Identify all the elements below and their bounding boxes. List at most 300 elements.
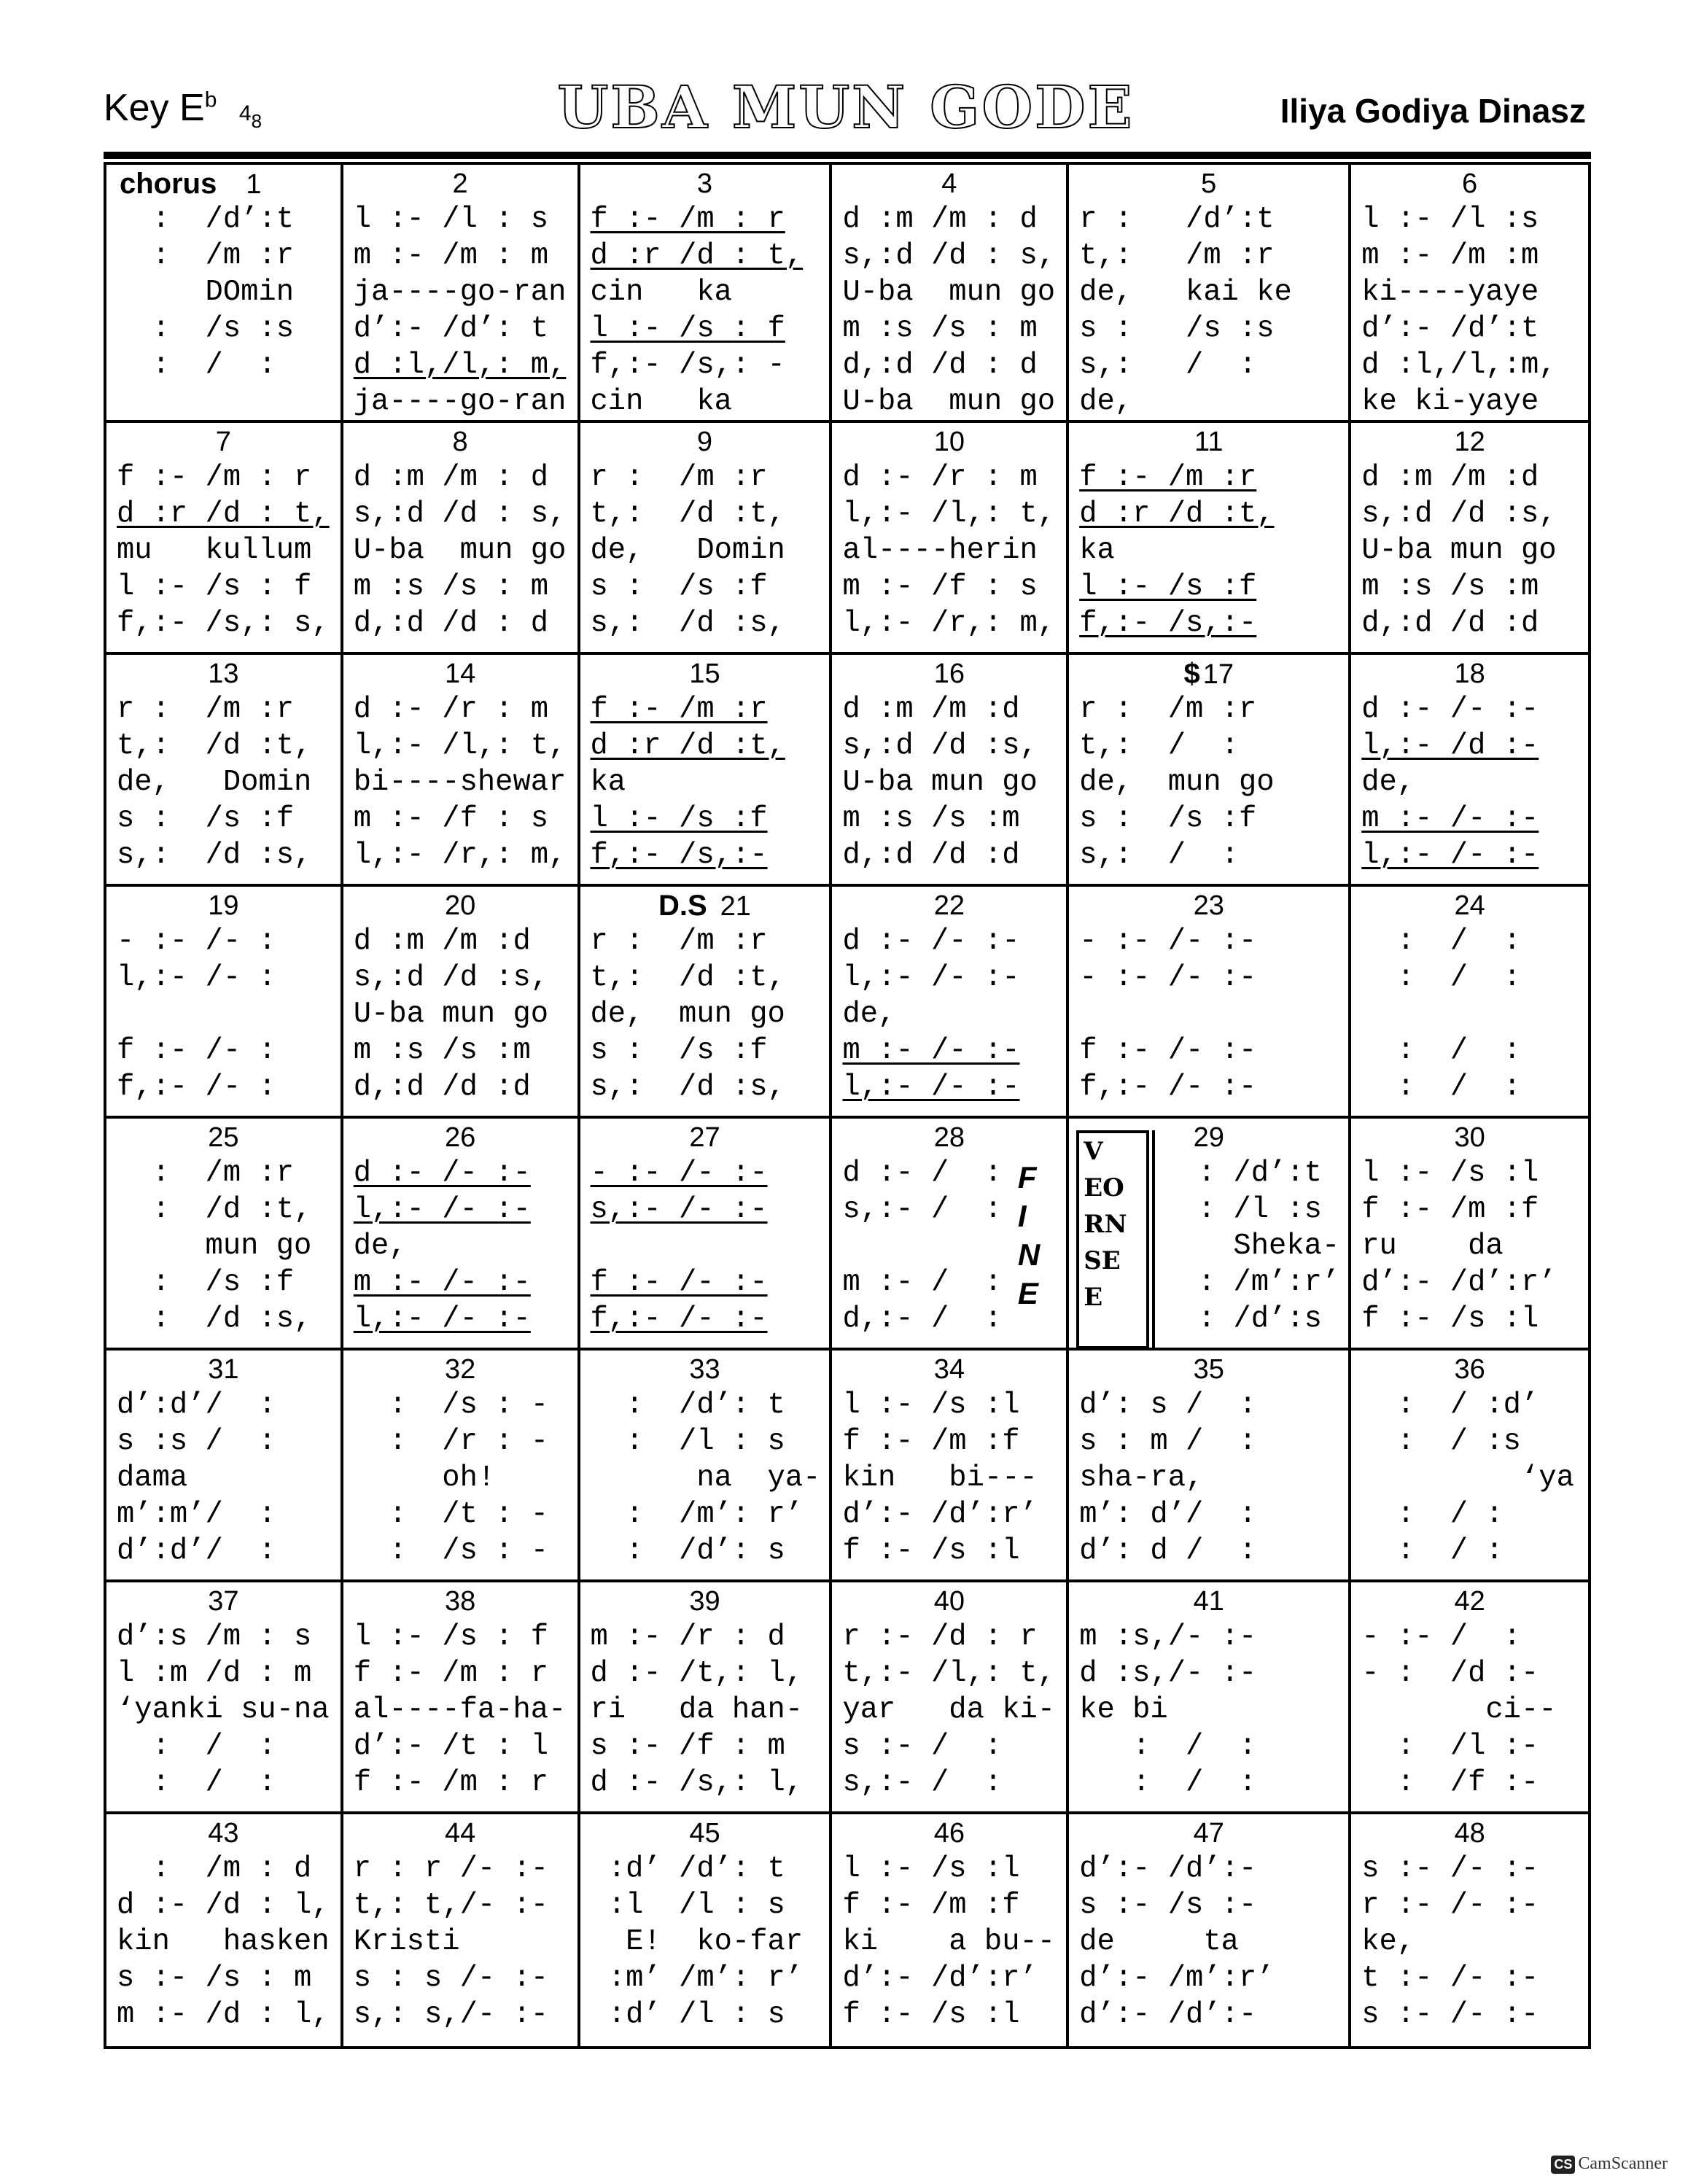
notation-line: l,:- /- :- bbox=[842, 961, 1020, 995]
measure-number-value: 25 bbox=[208, 1122, 239, 1153]
lyric-line: de ta bbox=[1079, 1925, 1239, 1959]
notation-line: :d’ /l : s bbox=[590, 1998, 785, 2032]
measure-lines bbox=[106, 456, 341, 642]
measure-number-value: 44 bbox=[444, 1818, 476, 1849]
measure-number-value: 22 bbox=[933, 890, 965, 921]
measure-number bbox=[580, 1582, 830, 1616]
measure-cell bbox=[1351, 1119, 1588, 1351]
notation-line: l :- /s : f bbox=[117, 570, 312, 604]
verse-marker-line: SE bbox=[1084, 1246, 1121, 1275]
notation-line: d :l,/l,:m, bbox=[1361, 349, 1557, 382]
notation-line: d’:- /d’:- bbox=[1079, 1998, 1257, 2032]
measure-number bbox=[106, 1351, 341, 1384]
measure-number bbox=[832, 1582, 1066, 1616]
notation-line: l,:- /l,: t, bbox=[353, 729, 567, 763]
notation-line: d’:- /d’:r’ bbox=[842, 1498, 1038, 1531]
measure-lines bbox=[1351, 1848, 1588, 2033]
lyric-line: U-ba mun go bbox=[842, 276, 1056, 309]
measure-cell bbox=[343, 1351, 580, 1582]
lyric-line: E! ko-far bbox=[590, 1925, 804, 1959]
notation-line: d :r /d : t, bbox=[117, 497, 330, 531]
notation-line: : / :s bbox=[1361, 1425, 1521, 1458]
notation-line: d :m /m :d bbox=[1361, 461, 1539, 494]
measure-lines bbox=[580, 1848, 830, 2033]
measure-number-value: 16 bbox=[933, 658, 965, 689]
measure-cell bbox=[1351, 423, 1588, 655]
notation-line: f :- /m :f bbox=[1361, 1193, 1539, 1227]
lyric-line: kin bi--- bbox=[842, 1461, 1038, 1495]
measure-number-value: 33 bbox=[689, 1354, 720, 1385]
section-marker: chorus bbox=[120, 168, 217, 200]
verse-marker-line: RN bbox=[1084, 1210, 1127, 1239]
header-rule bbox=[104, 152, 1591, 159]
lyric-line: Kristi bbox=[353, 1925, 460, 1959]
measure-number bbox=[832, 165, 1066, 198]
composer-name: Iliya Godiya Dinasz bbox=[1280, 92, 1586, 130]
notation-line: s,: / : bbox=[1079, 839, 1239, 872]
lyric-line: U-ba mun go bbox=[353, 534, 567, 567]
measure-number-value: 13 bbox=[208, 658, 239, 689]
measure-lines bbox=[343, 920, 577, 1105]
notation-line: l :- /s :f bbox=[1079, 570, 1257, 604]
notation-line: s : m / : bbox=[1079, 1425, 1257, 1458]
measure-number-value: 26 bbox=[444, 1122, 476, 1153]
notation-line: d :- /s,: l, bbox=[590, 1766, 804, 1800]
measure-number-value: 42 bbox=[1454, 1586, 1485, 1617]
camscanner-logo-icon: CS bbox=[1551, 2156, 1575, 2174]
notation-line: : / : bbox=[1079, 1766, 1257, 1800]
verse-marker-line: EO bbox=[1084, 1173, 1124, 1202]
measure-number-value: 30 bbox=[1454, 1122, 1485, 1153]
lyric-line: de, bbox=[1361, 766, 1415, 799]
notation-line: s,: / : bbox=[1079, 349, 1257, 382]
notation-line: : /d’:t bbox=[117, 203, 295, 236]
lyric-line: ka bbox=[590, 766, 626, 799]
measure-cell bbox=[580, 1119, 833, 1351]
measure-cell bbox=[580, 655, 833, 887]
notation-line: f :- /m :r bbox=[590, 693, 768, 726]
measure-lines bbox=[580, 1616, 830, 1801]
notation-line: d :r /d :t, bbox=[590, 729, 785, 763]
notation-line: d :m /m :d bbox=[353, 925, 531, 958]
measure-lines bbox=[1351, 456, 1588, 642]
notation-line: d’:- /d’:r’ bbox=[842, 1962, 1038, 1995]
notation-line: l :- /s :l bbox=[1361, 1157, 1539, 1190]
measure-cell bbox=[580, 887, 833, 1119]
notation-line: r : r /- :- bbox=[353, 1852, 549, 1886]
notation-line: r : /m :r bbox=[1079, 693, 1257, 726]
measure-number-value: 19 bbox=[208, 890, 239, 921]
notation-line: : /s :s bbox=[117, 312, 295, 346]
notation-line: f :- /m : r bbox=[353, 1766, 549, 1800]
lyric-line: U-ba mun go bbox=[842, 766, 1038, 799]
measure-lines bbox=[343, 1152, 577, 1337]
notation-line: : /d’: t bbox=[590, 1388, 785, 1422]
measure-number-value: 11 bbox=[1194, 427, 1224, 457]
notation-line: : /t : - bbox=[353, 1498, 549, 1531]
measure-lines bbox=[580, 456, 830, 642]
measure-lines bbox=[580, 688, 830, 874]
lyric-line: de, bbox=[353, 1229, 407, 1263]
measure-cell bbox=[343, 1814, 580, 2046]
lyric-line: mun go bbox=[117, 1229, 312, 1263]
measure-number bbox=[580, 655, 830, 688]
measure-lines bbox=[832, 1384, 1066, 1569]
notation-line: s,:- / : bbox=[842, 1766, 1003, 1800]
notation-line: - :- /- :- bbox=[1079, 925, 1257, 958]
notation-line: s :- /s :- bbox=[1079, 1889, 1257, 1922]
notation-line: m :s /s : m bbox=[353, 570, 549, 604]
section-marker: $ bbox=[1183, 658, 1200, 690]
lyric-line: ru da bbox=[1361, 1229, 1504, 1263]
measure-lines bbox=[1069, 688, 1348, 874]
measure-lines bbox=[832, 1848, 1066, 2033]
notation-line: d’:- /d’:r’ bbox=[1361, 1266, 1557, 1299]
lyric-line: ‘yanki su-na bbox=[117, 1693, 330, 1727]
measure-number-value: 18 bbox=[1454, 658, 1485, 689]
notation-line: : /s : - bbox=[353, 1534, 549, 1568]
notation-line: s :- / : bbox=[842, 1730, 1003, 1763]
notation-line: l :- /l :s bbox=[1361, 203, 1539, 236]
notation-line: f :- /m : r bbox=[353, 1657, 549, 1690]
notation-line: l,:- /l,: t, bbox=[842, 497, 1056, 531]
measure-number-value: 6 bbox=[1462, 168, 1478, 199]
notation-line: s,:d /d :s, bbox=[1361, 497, 1557, 531]
notation-line: l,:- /- : bbox=[117, 961, 276, 995]
notation-line: : / : bbox=[117, 1730, 276, 1763]
measure-cell bbox=[1351, 1351, 1588, 1582]
song-title: UBA MUN GODE bbox=[557, 73, 1135, 141]
measure-number bbox=[1069, 655, 1348, 688]
notation-line: f :- /s :l bbox=[842, 1998, 1020, 2032]
measure-number bbox=[1351, 165, 1588, 198]
section-marker: D.S bbox=[658, 890, 707, 922]
measure-cell bbox=[832, 165, 1069, 423]
measure-number bbox=[580, 1814, 830, 1848]
notation-line: f :- /m :f bbox=[842, 1889, 1020, 1922]
measure-lines bbox=[1351, 920, 1588, 1105]
notation-line: m :- /r : d bbox=[590, 1620, 785, 1654]
notation-line: d,:d /d : d bbox=[842, 349, 1038, 382]
notation-line: f,:- /s,: - bbox=[590, 349, 785, 382]
notation-line: l,:- /r,: m, bbox=[353, 839, 567, 872]
notation-line: m :s /s :m bbox=[353, 1034, 531, 1068]
measure-number bbox=[343, 1351, 577, 1384]
lyric-line: de, bbox=[842, 998, 896, 1031]
notation-line: : /s : - bbox=[353, 1388, 549, 1422]
measure-cell bbox=[1351, 165, 1588, 423]
notation-line: l :- /s :f bbox=[590, 802, 768, 836]
measure-lines bbox=[1351, 1384, 1588, 1569]
lyric-line: ‘ya bbox=[1361, 1461, 1574, 1495]
notation-line: : /m’: r’ bbox=[590, 1498, 804, 1531]
measure-lines bbox=[106, 1152, 341, 1337]
notation-line: m’: d’/ : bbox=[1079, 1498, 1257, 1531]
measure-lines bbox=[343, 198, 577, 420]
notation-line: d,:d /d : d bbox=[353, 607, 549, 640]
notation-line: l,:- /d :- bbox=[1361, 729, 1539, 763]
measure-number-value: 4 bbox=[941, 168, 957, 199]
notation-line: f,:- /- :- bbox=[1079, 1070, 1257, 1104]
measure-cell bbox=[343, 655, 580, 887]
notation-line: l :- /l : s bbox=[353, 203, 549, 236]
notation-line: l,:- /- :- bbox=[842, 1070, 1020, 1104]
measure-number-value: 21 bbox=[720, 891, 751, 922]
measure-cell bbox=[106, 887, 343, 1119]
notation-line: s :- /s : m bbox=[117, 1962, 312, 1995]
notation-line: d’: s / : bbox=[1079, 1388, 1257, 1422]
measure-lines bbox=[832, 198, 1066, 420]
measure-number bbox=[106, 1582, 341, 1616]
lyric-line: de, mun go bbox=[590, 998, 785, 1031]
measure-cell bbox=[343, 1582, 580, 1814]
lyric-line: na ya- bbox=[590, 1461, 821, 1495]
notation-line: d :- /- :- bbox=[353, 1157, 531, 1190]
notation-line: s :- /- :- bbox=[1361, 1852, 1539, 1886]
lyric-line: U-ba mun go bbox=[353, 998, 549, 1031]
measure-lines bbox=[1069, 1384, 1348, 1569]
measure-number bbox=[106, 655, 341, 688]
notation-line: m :- / : bbox=[842, 1266, 1003, 1299]
notation-line: - :- /- : bbox=[117, 925, 276, 958]
notation-line: s : /s :s bbox=[1079, 312, 1275, 346]
time-sig-top: 4 bbox=[238, 101, 252, 125]
measure-number bbox=[343, 1119, 577, 1152]
notation-line: : / : bbox=[1079, 1730, 1257, 1763]
notation-line: d :- /r : m bbox=[353, 693, 549, 726]
measure-cell bbox=[1351, 887, 1588, 1119]
key-signature bbox=[104, 86, 262, 133]
notation-line: d’:- /d’: t bbox=[353, 312, 549, 346]
notation-line: s,:d /d :s, bbox=[842, 729, 1038, 763]
measure-cell bbox=[343, 423, 580, 655]
notation-line: :d’ /d’: t bbox=[590, 1852, 785, 1886]
measure-number-value: 48 bbox=[1454, 1818, 1485, 1849]
notation-line: d’:- /d’:- bbox=[1079, 1852, 1257, 1886]
notation-line: s,: /d :s, bbox=[590, 1070, 785, 1104]
measure-number bbox=[343, 423, 577, 456]
measure-cell bbox=[580, 1582, 833, 1814]
notation-line: m :- /- :- bbox=[1361, 802, 1539, 836]
notation-line: d :- /d : l, bbox=[117, 1889, 330, 1922]
verse-marker-line: V bbox=[1084, 1137, 1103, 1166]
notation-line: t,: /d :t, bbox=[117, 729, 312, 763]
measure-number bbox=[832, 655, 1066, 688]
notation-line: d’:d’/ : bbox=[117, 1388, 276, 1422]
notation-line: r : /d’:t bbox=[1079, 203, 1275, 236]
fine-letter: F bbox=[1017, 1160, 1037, 1194]
notation-line: s : /s :f bbox=[1079, 802, 1257, 836]
notation-line: : /s :f bbox=[117, 1266, 295, 1299]
measure-number-value: 41 bbox=[1193, 1586, 1224, 1617]
measure-number-value: 24 bbox=[1454, 890, 1485, 921]
measure-number-value: 34 bbox=[933, 1354, 965, 1385]
measure-number-value: 20 bbox=[444, 890, 476, 921]
fine-letter: I bbox=[1017, 1199, 1027, 1233]
notation-line: : / :d’ bbox=[1361, 1388, 1539, 1422]
fine-letter: E bbox=[1017, 1276, 1038, 1310]
measure-lines bbox=[343, 1616, 577, 1801]
measure-number-value: 28 bbox=[933, 1122, 965, 1153]
notation-line: s :s / : bbox=[117, 1425, 276, 1458]
measure-number bbox=[580, 423, 830, 456]
measure-number-value: 14 bbox=[444, 658, 476, 689]
measure-cell bbox=[1069, 655, 1351, 887]
measure-number bbox=[106, 423, 341, 456]
measure-cell bbox=[106, 423, 343, 655]
measure-number-value: 29 bbox=[1193, 1122, 1224, 1153]
measure-cell bbox=[1069, 1814, 1351, 2046]
measure-number bbox=[1351, 1582, 1588, 1616]
measure-cell bbox=[1069, 1582, 1351, 1814]
lyric-line: oh! bbox=[353, 1461, 496, 1495]
notation-line: m :s /s :m bbox=[842, 802, 1020, 836]
notation-line: : /m’:r’ bbox=[1162, 1266, 1340, 1299]
measure-number bbox=[106, 1814, 341, 1848]
measure-number bbox=[1351, 887, 1588, 920]
measure-number bbox=[1351, 1351, 1588, 1384]
notation-line: d :- /- :- bbox=[1361, 693, 1539, 726]
measure-number bbox=[106, 1119, 341, 1152]
notation-line: l,:- /- :- bbox=[353, 1193, 531, 1227]
fine-marker bbox=[1018, 1158, 1040, 1313]
notation-line: r : /m :r bbox=[590, 925, 768, 958]
lyric-line: ki----yaye bbox=[1361, 276, 1539, 309]
measure-number-value: 46 bbox=[933, 1818, 965, 1849]
measure-number bbox=[1069, 423, 1348, 456]
lyric-line: de, Domin bbox=[590, 534, 785, 567]
lyric-line: bi----shewar bbox=[353, 766, 567, 799]
notation-line: s,: /d :s, bbox=[590, 607, 785, 640]
key-label: Key E bbox=[104, 87, 205, 129]
measure-cell bbox=[1069, 1351, 1351, 1582]
lyric-line: de, Domin bbox=[117, 766, 312, 799]
measure-cell bbox=[1351, 655, 1588, 887]
notation-line: : /d :s, bbox=[117, 1302, 312, 1336]
measure-cell bbox=[106, 1814, 343, 2046]
fine-letter: N bbox=[1017, 1237, 1041, 1272]
measure-cell bbox=[1069, 1119, 1351, 1351]
notation-line: d,:d /d :d bbox=[842, 839, 1020, 872]
notation-line: s : s /- :- bbox=[353, 1962, 549, 1995]
notation-line: f :- /m : r bbox=[117, 461, 312, 494]
measure-number-value: 40 bbox=[933, 1586, 965, 1617]
measure-number bbox=[343, 1582, 577, 1616]
measure-number bbox=[1069, 1582, 1348, 1616]
measure-number bbox=[832, 423, 1066, 456]
notation-line: : /l :- bbox=[1361, 1730, 1539, 1763]
measure-lines bbox=[343, 688, 577, 874]
notation-line: m :- /- :- bbox=[842, 1034, 1020, 1068]
measure-cell bbox=[832, 1351, 1069, 1582]
notation-line: m :- /m : m bbox=[353, 239, 549, 273]
measure-number-value: 5 bbox=[1201, 168, 1217, 199]
measure-number-value: 17 bbox=[1202, 659, 1234, 690]
verse-marker-line: E bbox=[1084, 1283, 1103, 1312]
notation-line: d,:d /d :d bbox=[353, 1070, 531, 1104]
measure-lines bbox=[1351, 1616, 1588, 1801]
notation-line: d’:- /d’:t bbox=[1361, 312, 1539, 346]
measure-lines bbox=[1351, 688, 1588, 874]
measure-lines bbox=[106, 1848, 341, 2033]
measure-number bbox=[106, 165, 341, 198]
measure-lines bbox=[1069, 1848, 1348, 2033]
measure-number bbox=[832, 1119, 1066, 1152]
measure-number-value: 15 bbox=[689, 658, 720, 689]
measure-number-value: 12 bbox=[1454, 427, 1485, 457]
notation-line: f,:- /- : bbox=[117, 1070, 276, 1104]
notation-line: : /m :r bbox=[117, 1157, 295, 1190]
measure-number bbox=[1069, 1351, 1348, 1384]
measure-number-value: 2 bbox=[452, 168, 468, 199]
measure-number-value: 35 bbox=[1193, 1354, 1224, 1385]
measure-lines bbox=[580, 1152, 830, 1337]
measure-cell bbox=[1351, 1582, 1588, 1814]
measure-number bbox=[1351, 1119, 1588, 1152]
notation-line: d :- / : bbox=[842, 1157, 1003, 1190]
lyric-line: al----fa-ha- bbox=[353, 1693, 567, 1727]
measure-cell bbox=[343, 165, 580, 423]
measure-cell bbox=[580, 165, 833, 423]
measure-number-value: 43 bbox=[208, 1818, 239, 1849]
measure-lines bbox=[106, 920, 341, 1105]
scanner-watermark bbox=[1551, 2154, 1668, 2174]
notation-line: d’:- /t : l bbox=[353, 1730, 549, 1763]
measure-lines bbox=[1069, 1616, 1348, 1801]
notation-line: t :- /- :- bbox=[1361, 1962, 1539, 1995]
notation-line: m’:m’/ : bbox=[117, 1498, 276, 1531]
watermark-text: CamScanner bbox=[1578, 2154, 1668, 2173]
measure-number bbox=[1351, 1814, 1588, 1848]
notation-line: m :s /s : m bbox=[842, 312, 1038, 346]
measure-number-value: 47 bbox=[1193, 1818, 1224, 1849]
measure-lines bbox=[1069, 920, 1348, 1105]
measure-number bbox=[580, 1351, 830, 1384]
lyric-line: dama bbox=[117, 1461, 188, 1495]
measure-number bbox=[832, 1351, 1066, 1384]
notation-line: - :- /- :- bbox=[1079, 961, 1257, 995]
measure-cell bbox=[832, 1582, 1069, 1814]
verse-one-marker bbox=[1076, 1130, 1149, 1349]
measure-number-value: 32 bbox=[444, 1354, 476, 1385]
time-signature bbox=[238, 101, 262, 132]
measure-number-value: 36 bbox=[1454, 1354, 1485, 1385]
lyric-line: ke bi bbox=[1079, 1693, 1168, 1727]
measure-number bbox=[1351, 655, 1588, 688]
notation-line: f :- /s :l bbox=[842, 1534, 1020, 1568]
notation-line: f :- /m :f bbox=[842, 1425, 1020, 1458]
notation-line: s : /s :f bbox=[590, 1034, 768, 1068]
notation-line: s,:d /d : s, bbox=[353, 497, 567, 531]
notation-line: r :- /- :- bbox=[1361, 1889, 1539, 1922]
notation-line: cin ka bbox=[590, 385, 732, 419]
notation-line: d :m /m : d bbox=[353, 461, 549, 494]
notation-line: l :- /s : f bbox=[353, 1620, 549, 1654]
lyric-line: ri da han- bbox=[590, 1693, 804, 1727]
measure-number bbox=[343, 887, 577, 920]
measure-number bbox=[832, 887, 1066, 920]
notation-line: :m’ /m’: r’ bbox=[590, 1962, 804, 1995]
notation-line: f :- /- : bbox=[117, 1034, 276, 1068]
measure-cell bbox=[832, 423, 1069, 655]
measure-cell bbox=[832, 1814, 1069, 2046]
notation-line: d :r /d : t, bbox=[590, 239, 804, 273]
notation-line: f :- /m : r bbox=[590, 203, 785, 236]
measure-number-value: 10 bbox=[933, 427, 965, 457]
measure-number-value: 31 bbox=[208, 1354, 239, 1385]
measure-lines bbox=[1351, 198, 1588, 420]
notation-line: m :- /m :m bbox=[1361, 239, 1539, 273]
